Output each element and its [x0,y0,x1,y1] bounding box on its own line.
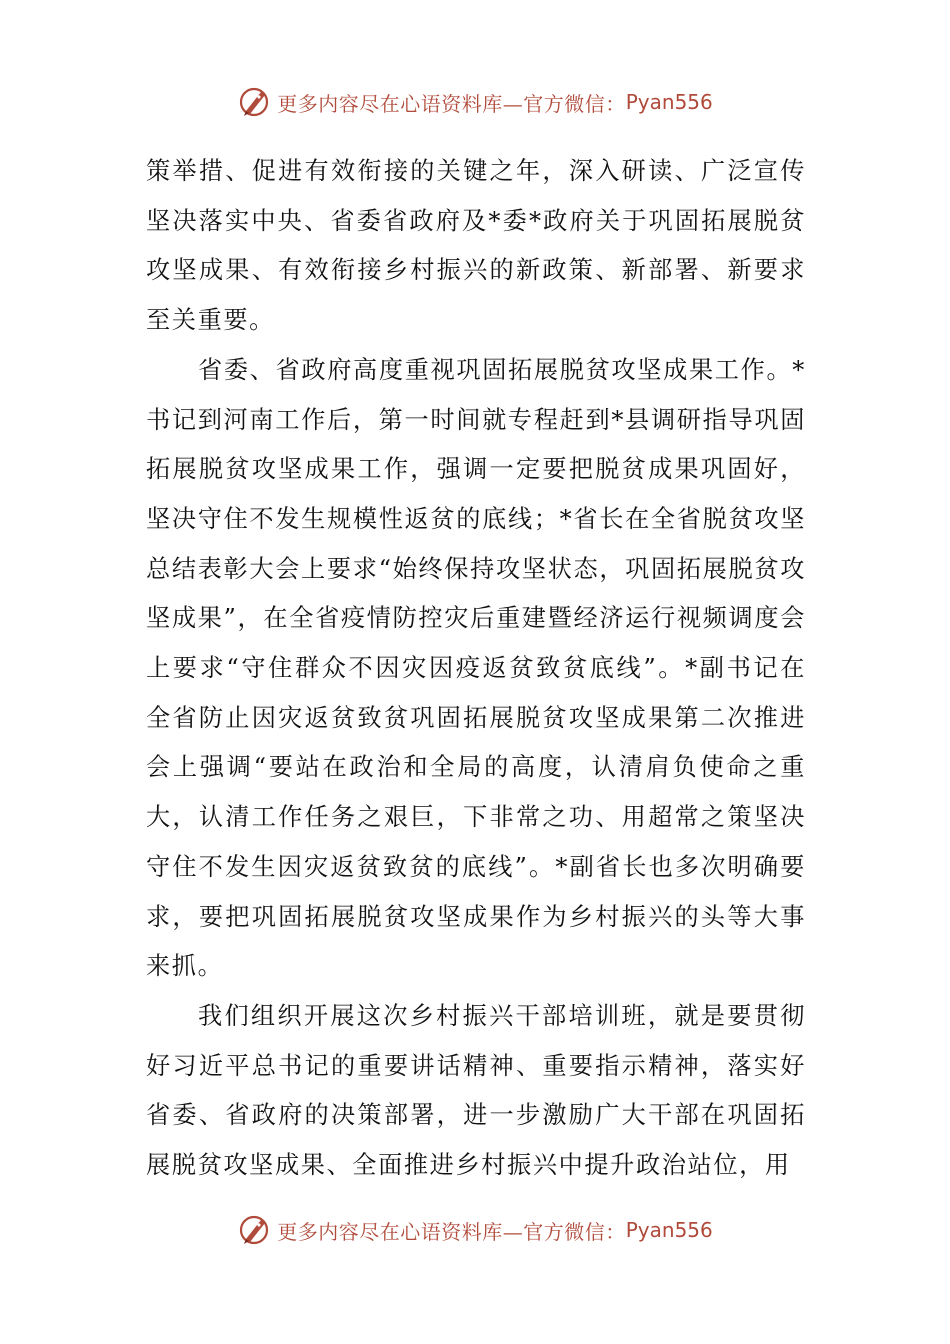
paragraph-2: 省委、省政府高度重视巩固拓展脱贫攻坚成果工作。*书记到河南工作后，第一时间就专程赶到*县调研指导巩固拓展脱贫攻坚成果工作，强调一定要把脱贫成果巩固好，坚决守住不发生规模性返贫的底线；*省长在全省脱贫攻坚总结表彰大会上要求“始终保持攻坚状态，巩固拓展脱贫攻坚成果”，在全省疫情防控灾后重建暨经济运行视频调度会上要求“守住群众不因灾因疫返贫致贫底线”。*副书记在全省防止因灾返贫致贫巩固拓展脱贫攻坚成果第二次推进会上强调“要站在政治和全局的高度，认清肩负使命之重大，认清工作任务之艰巨，下非常之功、用超常之策坚决守住不发生因灾返贫致贫的底线”。*副省长也多次明确要求，要把巩固拓展脱贫攻坚成果作为乡村振兴的头等大事来抓。 [146,355,806,981]
header-banner [0,82,950,122]
header-banner-text: 更多内容尽在心语资料库—官方微信： [277,91,626,116]
footer-banner-text: 更多内容尽在心语资料库—官方微信： [277,1219,626,1244]
document-body [146,147,806,1191]
pen-logo-icon [237,84,273,120]
footer-banner-wechat-id: Pyan556 [625,1218,713,1242]
footer-banner [0,1210,950,1250]
paragraph-1: 策举措、促进有效衔接的关键之年，深入研读、广泛宣传坚决落实中央、省委省政府及*委*政府关于巩固拓展脱贫攻坚成果、有效衔接乡村振兴的新政策、新部署、新要求至关重要。 [146,157,806,335]
pen-logo-icon [237,1212,273,1248]
header-banner-wechat-id: Pyan556 [625,90,713,114]
paragraph-3: 我们组织开展这次乡村振兴干部培训班，就是要贯彻好习近平总书记的重要讲话精神、重要指示精神，落实好省委、省政府的决策部署，进一步激励广大干部在巩固拓展脱贫攻坚成果、全面推进乡村振兴中提升政治站位，用 [146,1001,806,1180]
